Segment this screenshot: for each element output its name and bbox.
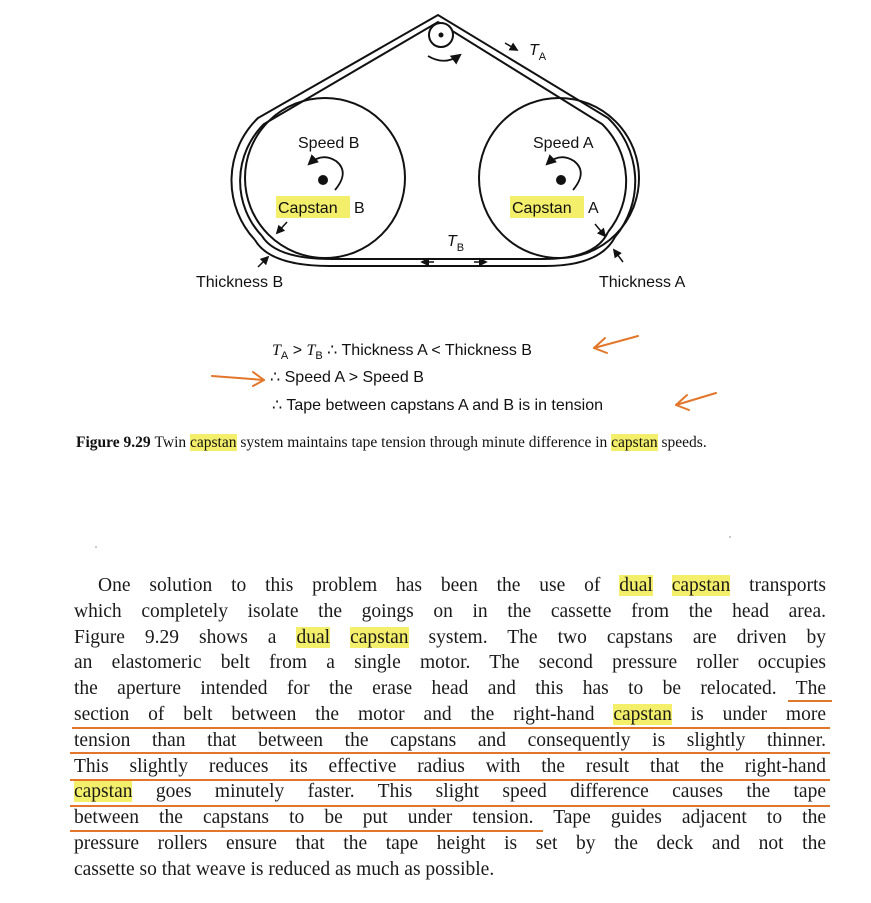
equation-line-3: ∴ Tape between capstans A and B is in tension — [272, 397, 603, 414]
annotation-underline — [70, 805, 830, 807]
paragraph-line-10: between the capstans to be put under tension. Tape guides adjacent to the — [74, 807, 826, 829]
speck — [95, 546, 97, 548]
annotation-underline — [70, 830, 543, 832]
capstan-a-rotation-arrow-icon — [547, 157, 581, 190]
tension-b-label: $T_B$ — [447, 233, 465, 254]
capstan-b-label: Capstan — [278, 200, 338, 217]
capstan-b-rotation-arrow-icon — [309, 157, 343, 190]
capstan-b-shaft — [318, 175, 328, 185]
thickness-a-label: Thickness A — [599, 274, 686, 291]
paragraph-line-5: the aperture intended for the erase head and this has to be relocated. The — [74, 678, 826, 700]
thickness-a-pointer-top-icon — [595, 224, 605, 236]
paragraph-line-1: One solution to this problem has been the use of dual capstan transports — [98, 575, 826, 596]
speed-a-label: Speed A — [533, 135, 594, 152]
capstan-a-letter: A — [588, 200, 599, 217]
annotation-underline — [72, 727, 830, 729]
thickness-b-pointer-bottom-icon — [258, 257, 268, 267]
paragraph-line-11: pressure rollers ensure that the tape height is set by the deck and not the — [74, 832, 826, 854]
twin-capstan-diagram — [0, 0, 871, 320]
annotation-arrow-3-icon — [676, 393, 716, 410]
capstan-b-letter: B — [354, 200, 365, 217]
annotation-arrow-2-icon — [212, 372, 264, 386]
paragraph-line-7: tension than that between the capstans and consequently is slightly thinner. — [74, 729, 826, 751]
motor-pulley-center — [439, 33, 444, 38]
equation-line-2: ∴ Speed A > Speed B — [270, 369, 424, 386]
paragraph-line-3: Figure 9.29 shows a dual capstan system. The two capstans are driven by — [74, 626, 827, 648]
paragraph-line-9: capstan goes minutely faster. This slight speed difference causes the tape — [74, 781, 826, 803]
tape-arrow-top-icon — [505, 43, 517, 50]
paragraph-line-6: section of belt between the motor and the right-hand capstan is under more — [74, 703, 826, 725]
tension-a-label: $T_A$ — [529, 42, 547, 63]
paragraph-line-12: cassette so that weave is reduced as much as possible. — [74, 858, 495, 880]
motor-rotation-arrow-icon — [428, 55, 460, 61]
capstan-a-shaft — [556, 175, 566, 185]
annotation-underline — [70, 779, 830, 781]
thickness-a-pointer-bottom-icon — [614, 250, 623, 262]
annotation-arrow-1-icon — [594, 336, 638, 353]
paragraph-line-2: which completely isolate the goings on in the cassette from the head area. — [74, 600, 826, 622]
annotation-underline — [788, 700, 832, 702]
speck — [729, 536, 731, 538]
figure-label: Figure 9.29 — [76, 434, 151, 451]
equation-line-1: $T_A > T_B$ ∴ Thickness A < Thickness B — [272, 342, 532, 363]
paragraph-line-8: This slightly reduces its effective radius with the result that the right-hand — [74, 755, 826, 777]
thickness-b-label: Thickness B — [196, 274, 284, 291]
capstan-a-label: Capstan — [512, 200, 572, 217]
thickness-b-pointer-top-icon — [277, 222, 287, 233]
figure-caption: Figure 9.29 Twin capstan system maintains tape tension through minute difference in capstan speeds. — [76, 434, 707, 451]
paragraph-line-4: an elastomeric belt from a single motor. The second pressure roller occupies — [74, 652, 826, 674]
speed-b-label: Speed B — [298, 135, 360, 152]
annotation-underline — [70, 752, 830, 754]
